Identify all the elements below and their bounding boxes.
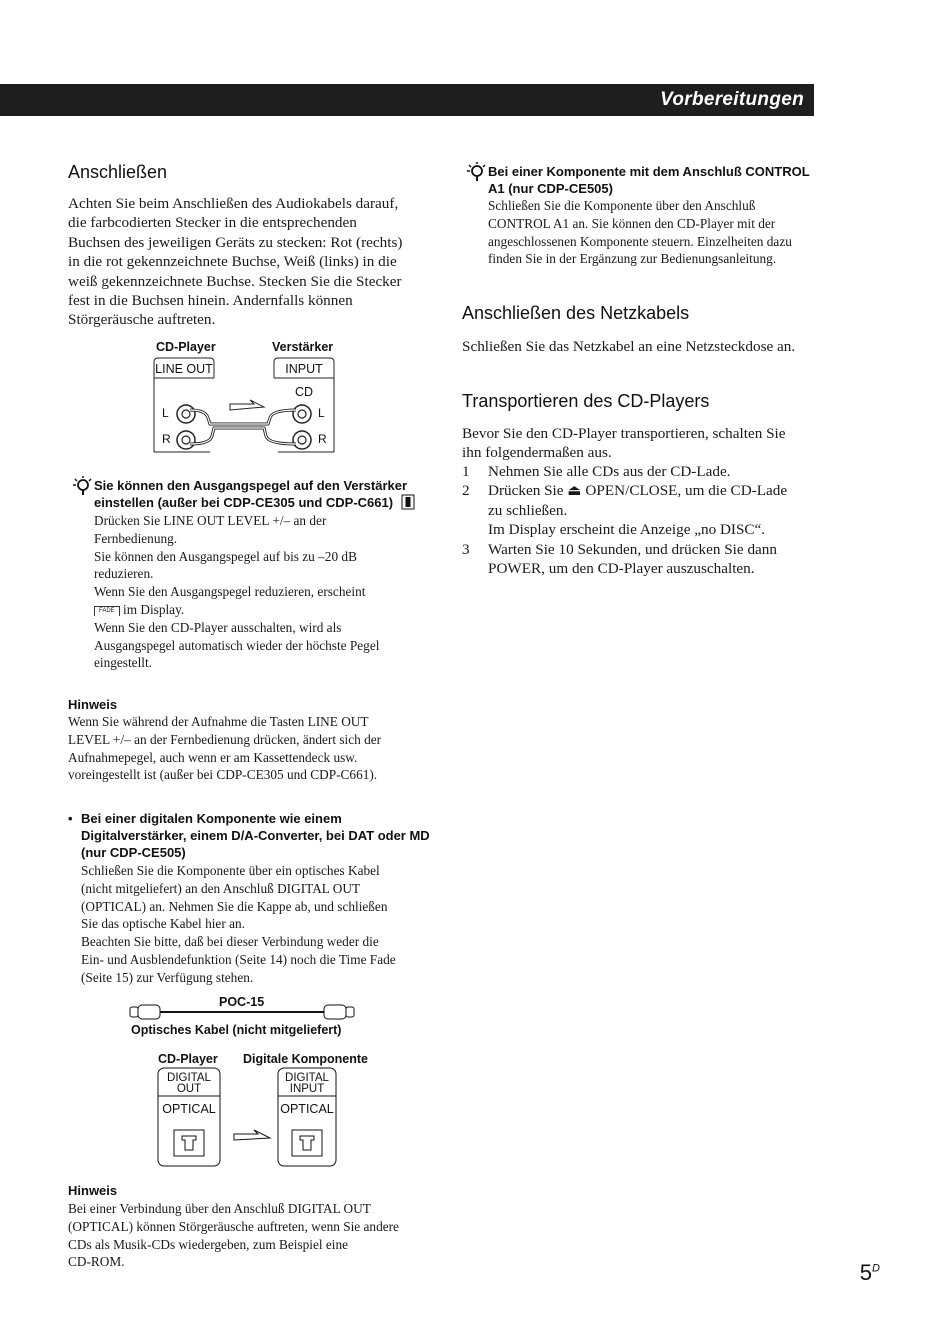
player-r-text: R — [162, 432, 171, 446]
amp-l-text: L — [318, 406, 325, 420]
anschliessen-body: Achten Sie beim Anschließen des Audiokabels darauf, die farbcodierten Stecker in die entsprechenden Buchsen des jeweiligen Geräts zu stecken: Rot (rechts) in die rot gekennzeichnete Buchse, Weiß (links) in die weiß gekennzeichnete Buchse. Stecken Sie die Stecker fest in die Buchsen hinein. Andernfalls können Störgeräusche auftreten. — [68, 195, 403, 329]
list-item: 3 Warten Sie 10 Sekunden, und drücken Sie dann — [462, 540, 777, 558]
line-out-connection-diagram — [150, 356, 340, 456]
heading-anschliessen: Anschließen — [68, 162, 168, 182]
digital-in-text-1: DIGITAL — [285, 1072, 329, 1084]
tip1-body: Drücken Sie LINE OUT LEVEL +/– an der Fernbedienung. Sie können den Ausgangspegel auf bis zu –20 dB reduzieren. Wenn Sie den Ausgangspegel reduzieren, erscheint FADE im Display. Wenn Sie den CD-Player ausschalten, wird als Ausgangspegel automatisch wieder der höchste Pegel eingestellt. — [94, 513, 380, 671]
cd-text: CD — [294, 385, 314, 399]
note2-title: Hinweis — [68, 1183, 118, 1198]
note2-body: Bei einer Verbindung über den Anschluß DIGITAL OUT (OPTICAL) können Störgeräusche auftreten, wenn Sie andere CDs als Musik-CDs wiedergeben, zum Beispiel eine CD-ROM. — [68, 1201, 399, 1270]
cable-model-label: POC-15 — [219, 995, 265, 1009]
input-text: INPUT — [285, 362, 323, 376]
note1-body: Wenn Sie während der Aufnahme die Tasten LINE OUT LEVEL +/– an der Fernbedienung drücken, ändert sich der Aufnahmepegel, auch wenn er am Kassettendeck usw. voreingestellt ist (außer bei CDP-CE305 und CDP-C661). — [68, 714, 382, 783]
digital-bullet: • — [68, 811, 73, 826]
tip-lightbulb-icon — [464, 160, 486, 182]
optical-cable-icon — [128, 1002, 356, 1022]
amp-r-text: R — [318, 432, 327, 446]
digital-out-text-2: OUT — [176, 1083, 202, 1095]
section-header-band — [0, 84, 814, 116]
digital-body: Schließen Sie die Komponente über ein optisches Kabel (nicht mitgeliefert) an den Anschluß DIGITAL OUT (OPTICAL) an. Nehmen Sie die Kappe ab, und schließen Sie das optische Kabel hier an. Beachten Sie bitte, daß bei dieser Verbindung weder die Ein- und Ausblendefunktion (Seite 14) noch die Time Fade (Seite 15) zur Verfügung stehen. — [81, 863, 396, 985]
diagram2-player-label: CD-Player — [158, 1052, 218, 1066]
list-item: 2 Drücken Sie ⏏ OPEN/CLOSE, um die CD-Lade — [462, 482, 788, 500]
cable-caption: Optisches Kabel (nicht mitgeliefert) — [131, 1023, 342, 1037]
list-item: 1 Nehmen Sie alle CDs aus der CD-Lade. — [462, 463, 731, 480]
component-optical-text: OPTICAL — [280, 1102, 334, 1116]
diagram1-amp-label: Verstärker — [272, 340, 334, 354]
digital-out-text-1: DIGITAL — [167, 1072, 211, 1084]
diagram2-component-label: Digitale Komponente — [243, 1052, 369, 1066]
tip1-title: Sie können den Ausgangspegel auf den Verstärker einstellen (außer bei CDP-CE305 und CDP-C661) — [94, 477, 415, 511]
tip-lightbulb-icon — [70, 474, 92, 496]
digital-in-text-2: INPUT — [289, 1083, 325, 1095]
tip2-body: Schließen Sie die Komponente über den Anschluß CONTROL A1 an. Sie können den CD-Player mit der angeschlossenen Komponente steuern. Einzelheiten dazu finden Sie in der Ergänzung zur Bedienungsanleitung. — [488, 198, 792, 267]
note1-title: Hinweis — [68, 697, 118, 712]
tip2-title: Bei einer Komponente mit dem Anschluß CONTROL A1 (nur CDP-CE505) — [488, 164, 810, 196]
transport-steps: 1 Nehmen Sie alle CDs aus der CD-Lade. 2 Drücken Sie ⏏ OPEN/CLOSE, um die CD-Lade zu schließen. Im Display erscheint die Anzeige „no DISC“. 3 Warten Sie 10 Sekunden, und drücken Sie dann POWER, um den CD-Player auszuschalten. — [462, 463, 788, 578]
line-out-text: LINE OUT — [155, 362, 213, 376]
page-number: $5^D$ — [859, 1260, 880, 1285]
player-l-text: L — [162, 406, 169, 420]
fade-indicator-icon: FADE — [94, 606, 120, 616]
heading-netzkabel: Anschließen des Netzkabels — [462, 303, 690, 323]
player-optical-text: OPTICAL — [162, 1102, 216, 1116]
heading-transport: Transportieren des CD-Players — [462, 391, 710, 411]
transport-intro: Bevor Sie den CD-Player transportieren, schalten Sie ihn folgendermaßen aus. — [462, 425, 786, 462]
section-title: Vorbereitungen — [660, 89, 804, 110]
diagram1-player-label: CD-Player — [156, 340, 216, 354]
netzkabel-body: Schließen Sie das Netzkabel an eine Netzsteckdose an. — [462, 338, 796, 355]
optical-connection-diagram — [150, 1066, 350, 1170]
digital-title: Bei einer digitalen Komponente wie einem Digitalverstärker, einem D/A-Converter, bei DAT oder MD (nur CDP-CE505) — [81, 811, 430, 860]
remote-control-icon — [401, 494, 415, 510]
